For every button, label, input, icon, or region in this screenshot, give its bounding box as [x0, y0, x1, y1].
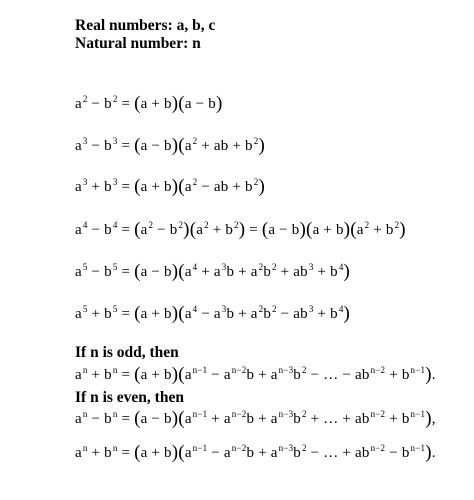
formula-sum-of-fifth-powers: $a^5 + b^5 = (a + b)(a^4 - a^3b + a^2b^2 - ab^3 + b^4)$ — [75, 303, 351, 324]
formula-diff-of-fourth-powers: $a^4 - b^4 = (a^2 - b^2)(a^2 + b^2) = (a - b)(a + b)(a^2 + b^2)$ — [75, 219, 406, 240]
even-condition-label: If n is even, then — [75, 389, 184, 406]
formula-diff-of-squares: $a^2 - b^2 = (a + b)(a - b)$ — [75, 93, 223, 114]
real-numbers-heading: Real numbers: a, b, c — [75, 17, 216, 34]
formula-diff-of-cubes: $a^3 - b^3 = (a - b)(a^2$ + ab + $b^2$) — [75, 135, 265, 156]
formula-diff-of-fifth-powers: $a^5 - b^5 = (a - b)(a^4 + a^3b + a^2b^2 + ab^3 + b^4)$ — [75, 261, 351, 282]
formula-sum-of-cubes: $a^3 + b^3 = (a + b)(a^2$ − ab + $b^2$) — [75, 176, 265, 197]
formula-even-n-diff: $a^n - b^n = (a - b)(a^{n-1} + a^{n-2}b + a^{n-3}b^2$ + … + $ab^{n-2} + b^{n-1}$), — [75, 408, 436, 429]
formula-odd-n-sum: $a^n + b^n = (a + b)(a^{n-1} - a^{n-2}b + a^{n-3}b^2$ − … − $ab^{n-2} + b^{n-1}$). — [75, 364, 436, 385]
natural-number-heading: Natural number: n — [75, 35, 201, 52]
formula-even-n-sum: $a^n + b^n = (a + b)(a^{n-1} - a^{n-2}b + a^{n-3}b^2$ − … + $ab^{n-2} - b^{n-1}$). — [75, 442, 436, 463]
odd-condition-label: If n is odd, then — [75, 344, 179, 361]
